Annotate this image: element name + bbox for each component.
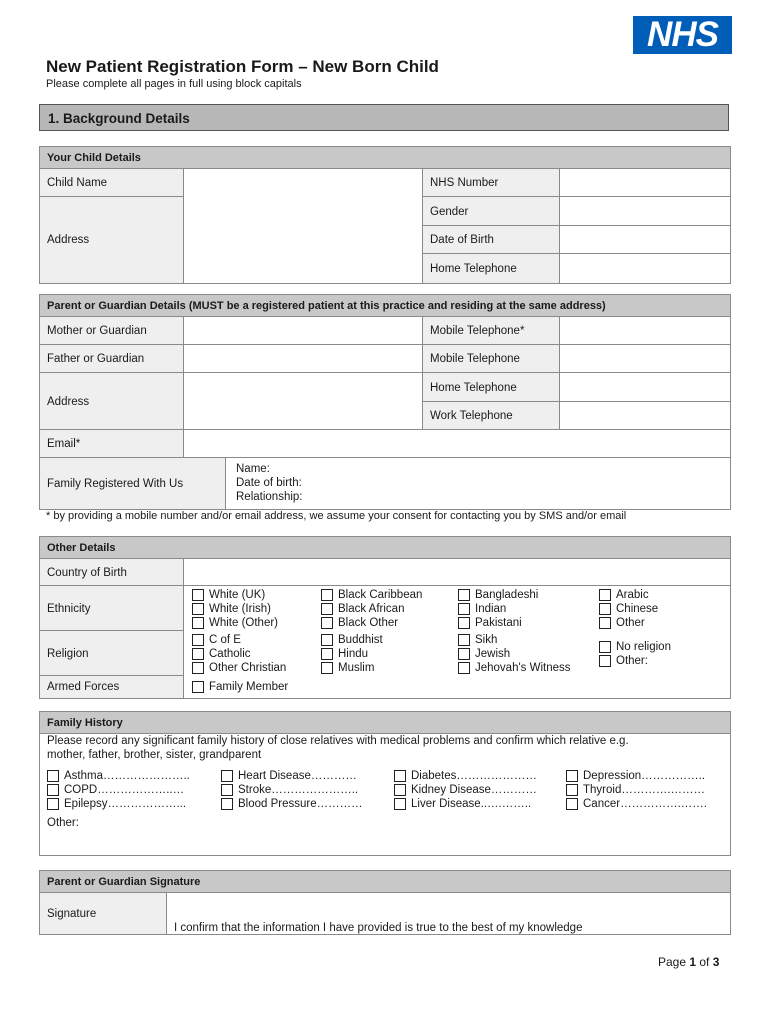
other-details-heading: Other Details: [40, 537, 730, 559]
checkbox[interactable]: [599, 603, 611, 615]
checkbox[interactable]: [321, 617, 333, 629]
dob-field[interactable]: [560, 226, 730, 254]
ethnicity-other-option[interactable]: Other: [599, 616, 645, 630]
checkbox[interactable]: [321, 662, 333, 674]
ethnicity-pakistani-option[interactable]: Pakistani: [458, 616, 522, 630]
ethnicity-chinese-option[interactable]: Chinese: [599, 602, 658, 616]
country-of-birth-field[interactable]: [184, 559, 730, 586]
other-details-box: [39, 536, 731, 699]
checkbox[interactable]: [321, 634, 333, 646]
ethnicity-label: Ethnicity: [40, 586, 184, 631]
checkbox[interactable]: [458, 648, 470, 660]
checkbox[interactable]: [47, 784, 59, 796]
signature-statement: I confirm that the information I have provided is true to the best of my knowledge: [174, 922, 583, 934]
family-copd-option[interactable]: COPD………………..…: [47, 783, 184, 797]
family-liver-disease-option[interactable]: Liver Disease..….……..: [394, 797, 531, 811]
checkbox[interactable]: [192, 603, 204, 615]
nhs-number-label: NHS Number: [423, 169, 560, 197]
checkbox[interactable]: [458, 662, 470, 674]
child-details-heading: Your Child Details: [40, 147, 730, 169]
checkbox[interactable]: [566, 770, 578, 782]
checkbox[interactable]: [394, 770, 406, 782]
religion-sikh-option[interactable]: Sikh: [458, 633, 497, 647]
child-home-telephone-label: Home Telephone: [423, 254, 560, 283]
family-dob-field[interactable]: Date of birth:: [236, 477, 302, 489]
mother-guardian-field[interactable]: [184, 317, 422, 345]
checkbox[interactable]: [599, 641, 611, 653]
family-history-intro: Please record any significant family history of close relatives with medical problems and confirm which relative e.g.: [47, 735, 629, 747]
religion-other-christian-option[interactable]: Other Christian: [192, 661, 286, 675]
email-label: Email*: [40, 430, 184, 458]
child-name-label: Child Name: [40, 169, 184, 197]
checkbox[interactable]: [192, 681, 204, 693]
nhs-number-field[interactable]: [560, 169, 730, 197]
family-asthma-option[interactable]: Asthma…………………..: [47, 769, 190, 783]
nhs-logo: NHS: [633, 16, 732, 54]
family-registered-label: Family Registered With Us: [40, 458, 225, 509]
checkbox[interactable]: [566, 798, 578, 810]
checkbox[interactable]: [47, 770, 59, 782]
parent-details-box: [39, 294, 731, 510]
family-relationship-field[interactable]: Relationship:: [236, 491, 303, 503]
checkbox[interactable]: [394, 798, 406, 810]
signature-field[interactable]: [167, 893, 730, 921]
family-history-heading: Family History: [40, 712, 730, 734]
consent-note: * by providing a mobile number and/or email address, we assume your consent for contacting you by SMS and/or email: [46, 510, 627, 522]
mobile-telephone-label-2: Mobile Telephone: [423, 345, 560, 373]
gender-label: Gender: [423, 197, 560, 226]
work-telephone-label: Work Telephone: [423, 402, 560, 430]
checkbox[interactable]: [599, 617, 611, 629]
parent-address-label: Address: [40, 373, 184, 430]
checkbox[interactable]: [458, 617, 470, 629]
checkbox[interactable]: [566, 784, 578, 796]
armed-forces-family-member-option[interactable]: Family Member: [192, 680, 288, 694]
checkbox[interactable]: [192, 617, 204, 629]
child-address-label: Address: [40, 197, 184, 283]
father-guardian-label: Father or Guardian: [40, 345, 184, 373]
checkbox[interactable]: [394, 784, 406, 796]
child-address-field[interactable]: [184, 197, 422, 283]
checkbox[interactable]: [192, 589, 204, 601]
ethnicity-white-irish-option[interactable]: White (Irish): [192, 602, 271, 616]
parent-address-field[interactable]: [184, 373, 422, 430]
family-name-field[interactable]: Name:: [236, 463, 270, 475]
ethnicity-black-other-option[interactable]: Black Other: [321, 616, 398, 630]
family-heart-disease-option[interactable]: Heart Disease…………: [221, 769, 357, 783]
mother-guardian-label: Mother or Guardian: [40, 317, 184, 345]
ethnicity-white-uk-option[interactable]: White (UK): [192, 588, 265, 602]
religion-hindu-option[interactable]: Hindu: [321, 647, 368, 661]
ethnicity-bangladeshi-option[interactable]: Bangladeshi: [458, 588, 538, 602]
gender-field[interactable]: [560, 197, 730, 226]
checkbox[interactable]: [47, 798, 59, 810]
ethnicity-black-african-option[interactable]: Black African: [321, 602, 404, 616]
ethnicity-white-other-option[interactable]: White (Other): [192, 616, 278, 630]
checkbox[interactable]: [458, 589, 470, 601]
checkbox[interactable]: [599, 589, 611, 601]
child-name-field[interactable]: [184, 169, 422, 197]
parent-home-telephone-field[interactable]: [560, 373, 730, 402]
checkbox[interactable]: [221, 770, 233, 782]
family-history-intro-line2: mother, father, brother, sister, grandparent: [47, 749, 262, 761]
signature-box: [39, 870, 731, 935]
work-telephone-field[interactable]: [560, 402, 730, 430]
ethnicity-arabic-option[interactable]: Arabic: [599, 588, 649, 602]
family-other-field[interactable]: Other:: [47, 817, 79, 829]
signature-label: Signature: [40, 893, 166, 934]
page-subtitle: Please complete all pages in full using block capitals: [46, 78, 302, 90]
religion-muslim-option[interactable]: Muslim: [321, 661, 374, 675]
child-details-box: [39, 146, 731, 284]
child-home-telephone-field[interactable]: [560, 254, 730, 283]
family-blood-pressure-option[interactable]: Blood Pressure…………: [221, 797, 363, 811]
checkbox[interactable]: [599, 655, 611, 667]
checkbox[interactable]: [321, 648, 333, 660]
family-depression-option[interactable]: Depression……………..: [566, 769, 705, 783]
mobile-telephone-label-1: Mobile Telephone*: [423, 317, 560, 345]
checkbox[interactable]: [192, 662, 204, 674]
religion-jewish-option[interactable]: Jewish: [458, 647, 510, 661]
father-guardian-field[interactable]: [184, 345, 422, 373]
dob-label: Date of Birth: [423, 226, 560, 254]
ethnicity-black-caribbean-option[interactable]: Black Caribbean: [321, 588, 422, 602]
checkbox[interactable]: [221, 798, 233, 810]
page-number: Page 1 of 3: [658, 955, 720, 969]
family-cancer-option[interactable]: Cancer…………….…….: [566, 797, 707, 811]
family-epilepsy-option[interactable]: Epilepsy………………...: [47, 797, 186, 811]
checkbox[interactable]: [321, 603, 333, 615]
religion-other-option[interactable]: Other:: [599, 654, 648, 668]
country-of-birth-label: Country of Birth: [40, 559, 184, 586]
ethnicity-indian-option[interactable]: Indian: [458, 602, 506, 616]
section-background-details: 1. Background Details: [39, 104, 729, 131]
religion-label: Religion: [40, 631, 184, 676]
checkbox[interactable]: [192, 648, 204, 660]
checkbox[interactable]: [458, 634, 470, 646]
family-stroke-option[interactable]: Stroke…………………..: [221, 783, 358, 797]
family-history-box: [39, 711, 731, 856]
email-field[interactable]: [184, 430, 730, 458]
mobile-telephone-field-1[interactable]: [560, 317, 730, 345]
religion-c-of-e-option[interactable]: C of E: [192, 633, 241, 647]
parent-details-heading: Parent or Guardian Details (MUST be a registered patient at this practice and residing at the same address): [40, 295, 730, 317]
religion-buddhist-option[interactable]: Buddhist: [321, 633, 383, 647]
family-diabetes-option[interactable]: Diabetes…………………: [394, 769, 537, 783]
family-kidney-disease-option[interactable]: Kidney Disease…………: [394, 783, 537, 797]
parent-home-telephone-label: Home Telephone: [423, 373, 560, 402]
checkbox[interactable]: [192, 634, 204, 646]
checkbox[interactable]: [221, 784, 233, 796]
checkbox[interactable]: [458, 603, 470, 615]
family-thyroid-option[interactable]: Thyroid………….………: [566, 783, 705, 797]
checkbox[interactable]: [321, 589, 333, 601]
mobile-telephone-field-2[interactable]: [560, 345, 730, 373]
signature-heading: Parent or Guardian Signature: [40, 871, 730, 893]
armed-forces-label: Armed Forces: [40, 676, 184, 698]
religion-catholic-option[interactable]: Catholic: [192, 647, 251, 661]
religion-jehovahs-witness-option[interactable]: Jehovah's Witness: [458, 661, 571, 675]
page-title: New Patient Registration Form – New Born Child: [46, 57, 439, 76]
religion-no-religion-option[interactable]: No religion: [599, 640, 671, 654]
